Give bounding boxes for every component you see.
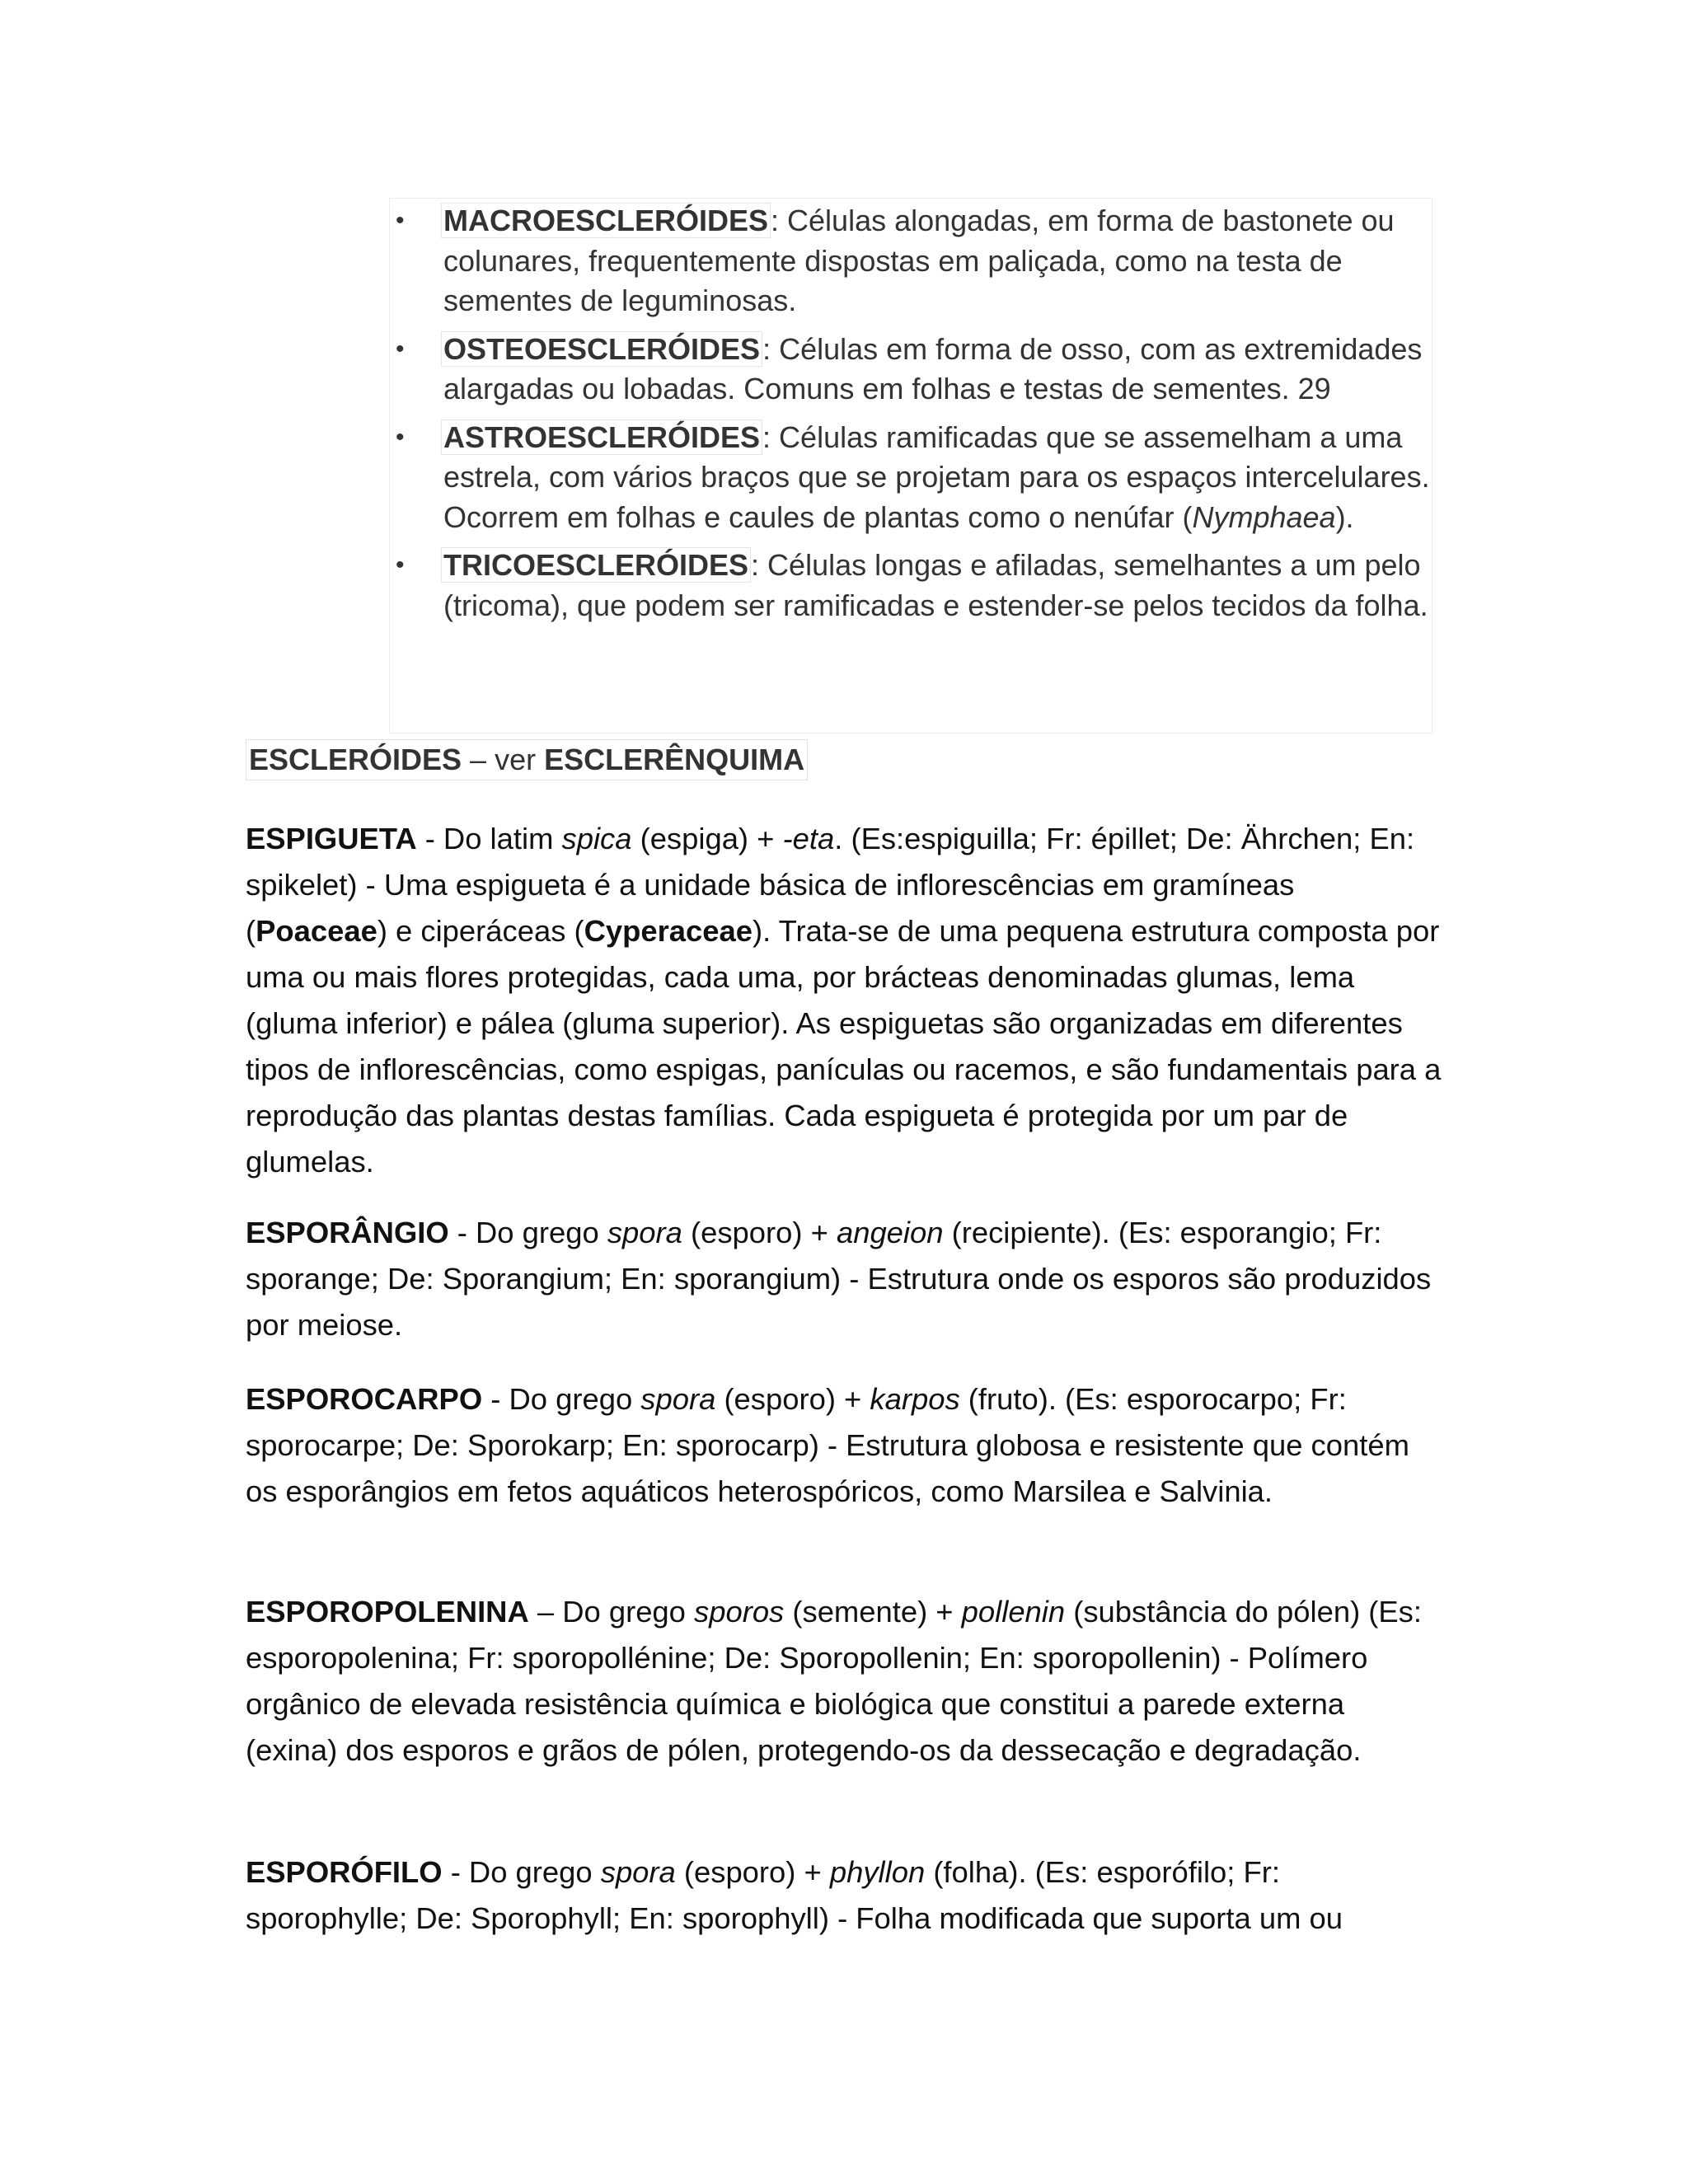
etymology-root: spica [561, 822, 632, 855]
genus-name: Nymphaea [1192, 499, 1336, 534]
item-description-end: ). [1335, 499, 1354, 534]
entry-text: (esporo) + [715, 1382, 870, 1416]
bullet-icon: • [396, 551, 405, 579]
etymology-root: pollenin [961, 1595, 1066, 1629]
etymology-root: sporos [694, 1595, 785, 1629]
term-astroesclereides: ASTROESCLERÓIDES [441, 419, 762, 455]
xref-connector: – ver [462, 743, 545, 776]
etymology-root: spora [607, 1216, 682, 1249]
etymology-root: karpos [870, 1382, 960, 1416]
etymology-root: phyllon [829, 1855, 926, 1889]
family-name: Cyperaceae [584, 914, 753, 948]
entry-text: - Do grego [482, 1382, 641, 1416]
entry-text: - Do grego [442, 1855, 601, 1889]
entry-text: (substância do pólen) (Es: esporopolenina; Fr: sporopollénine; De: Sporopollenin; En: sporopollenin) - Polímero orgânico de elevada resistência química e biológica que constitui a parede externa (exina) dos esporos e grãos de pólen, protegendo-os da dessecação e degradação. [246, 1595, 1422, 1767]
entry-text: ) e ciperáceas ( [377, 914, 584, 948]
term-tricoesclereides: TRICOESCLERÓIDES [441, 547, 751, 583]
entry-text: (folha). (Es: esporófilo; Fr: sporophylle; De: Sporophyll; En: sporophyll) - Folha modificada que suporta um ou [246, 1855, 1343, 1935]
entry-text: (esporo) + [675, 1855, 830, 1889]
term-osteoesclereides: OSTEOESCLERÓIDES [441, 331, 762, 367]
term-macroesclereides: MACROESCLERÓIDES [441, 203, 771, 238]
list-item-macroesclereides [389, 201, 1436, 321]
bullet-icon: • [396, 423, 405, 451]
entry-esporopolenina [246, 1589, 1442, 1774]
entry-text: (semente) + [784, 1595, 962, 1629]
family-name: Poaceae [256, 914, 377, 948]
entry-esporocarpo [246, 1376, 1442, 1515]
entry-text: - Do grego [448, 1216, 607, 1249]
entry-text: - Do latim [416, 822, 562, 855]
entry-term: ESPORÂNGIO [246, 1216, 449, 1249]
etymology-root: angeion [836, 1216, 944, 1249]
bullet-icon: • [396, 207, 405, 234]
entry-term: ESPORÓFILO [246, 1855, 443, 1889]
entry-term: ESPOROPOLENINA [246, 1595, 529, 1629]
xref-term: ESCLERÓIDES [249, 743, 462, 776]
item-description: : Células ramificadas que se assemelham a uma estrela, com vários braços que se projetam para os espaços intercelulares. Ocorrem em folhas e caules de plantas como o nenúfar ( [443, 419, 1430, 534]
entry-text: . (Es:espiguilla; Fr: épillet; De: Ährchen; En: spikelet) - Uma espigueta é a unidade básica de inflorescências em gramíneas ( [246, 822, 1415, 948]
etymology-root: spora [640, 1382, 716, 1416]
list-item-tricoesclereides [389, 546, 1436, 626]
entry-text: (recipiente). (Es: esporangio; Fr: sporange; De: Sporangium; En: sporangium) - Estrutura onde os esporos são produzidos por meiose. [246, 1216, 1432, 1342]
xref-target: ESCLERÊNQUIMA [544, 743, 805, 776]
entry-text: (esporo) + [682, 1216, 837, 1249]
item-description: : Células longas e afiladas, semelhantes a um pelo (tricoma), que podem ser ramificadas e estender-se pelos tecidos da folha. [443, 548, 1428, 622]
entry-text: (fruto). (Es: esporocarpo; Fr: sporocarpe; De: Sporokarp; En: sporocarp) - Estrutura globosa e resistente que contém os esporângios em fetos aquáticos heterospóricos, como Marsilea e Salvinia. [246, 1382, 1409, 1508]
entry-espigueta [246, 816, 1442, 1185]
entry-term: ESPIGUETA [246, 822, 417, 855]
etymology-root: -eta [782, 822, 835, 855]
list-item-osteoesclereides [389, 330, 1436, 410]
bullet-icon: • [396, 335, 405, 363]
entry-text: (espiga) + [631, 822, 783, 855]
entry-text: – Do grego [528, 1595, 695, 1629]
list-item-astroesclereides [389, 418, 1436, 538]
etymology-root: spora [600, 1855, 676, 1889]
entry-term: ESPOROCARPO [246, 1382, 483, 1416]
item-description: : Células alongadas, em forma de bastonete ou colunares, frequentemente dispostas em paliçada, como na testa de sementes de leguminosas. [443, 204, 1395, 317]
sclereid-types-list [389, 201, 1436, 634]
entry-esporangio [246, 1210, 1442, 1348]
item-description: : Células em forma de osso, com as extremidades alargadas ou lobadas. Comuns em folhas e testas de sementes. 29 [443, 331, 1423, 405]
cross-reference-esclereides [246, 739, 808, 780]
entry-esporofilo [246, 1849, 1442, 1942]
entry-text: ). Trata-se de uma pequena estrutura composta por uma ou mais flores protegidas, cada uma, por brácteas denominadas glumas, lema (gluma inferior) e pálea (gluma superior). As espiguetas são organizadas em diferentes tipos de inflorescências, como espigas, panículas ou racemos, e são fundamentais para a reprodução das plantas destas famílias. Cada espigueta é protegida por um par de glumelas. [246, 914, 1442, 1179]
